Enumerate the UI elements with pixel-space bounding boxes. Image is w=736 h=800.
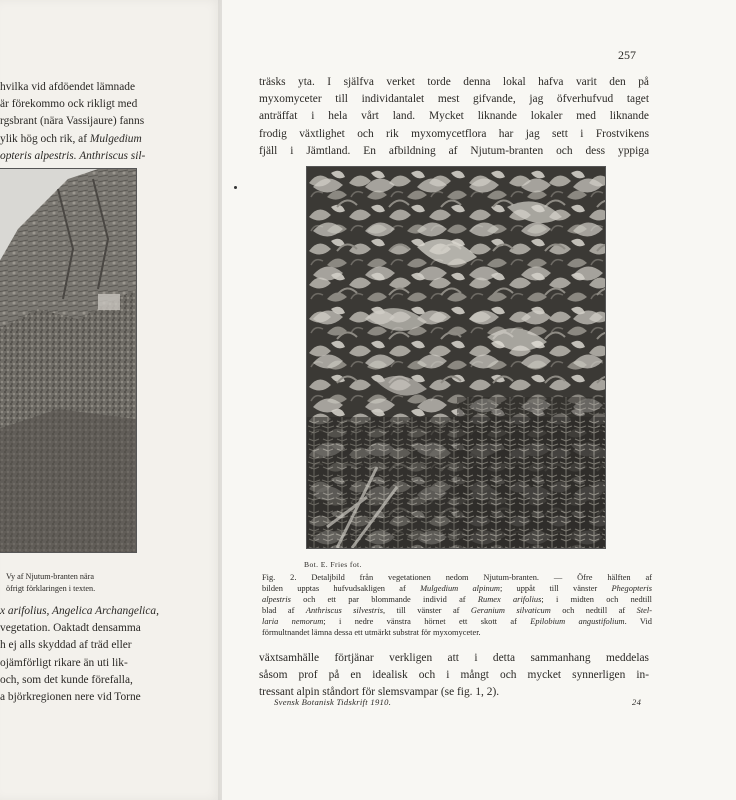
text-line: fjäll i Jämtland. En afbildning af Njutum-branten och dess yppiga [259, 144, 649, 157]
text-line [0, 620, 141, 636]
text-run: ylik hög och rik, af [0, 132, 90, 145]
cliff-photo-image [0, 169, 136, 552]
italic-text: Geranium silvaticum [470, 606, 551, 615]
italic-text: Rumex arifolius [477, 595, 542, 604]
italic-text: Mulgedium alpinum [420, 584, 500, 593]
text-line: tressant alpin ståndort för slemsvampar (se fig. 1, 2). [259, 686, 500, 699]
caption-line [262, 616, 652, 627]
text-run: hvilka vid afdöendet lämnade [0, 81, 136, 93]
page-number: 257 [618, 48, 636, 62]
caption-line [262, 583, 652, 594]
text-line: träsks yta. I själfva verket torde denna lokal hafva varit den på [259, 76, 649, 88]
italic-text: alpestris [262, 595, 291, 604]
text-run: Fig. 2. Detaljbild från vegetationen nedom Njutum-branten. — Öfre hälften af [262, 573, 652, 582]
text-run: och ett par blommande individ af [290, 595, 478, 604]
italic-text: Anthriscus silvestris [305, 606, 383, 615]
italic-text: Phegopteris [611, 584, 652, 593]
cliff-photograph [0, 168, 137, 553]
text-run: och, som det kunde förefalla, [0, 673, 133, 686]
text-line [0, 96, 137, 112]
text-line [0, 689, 141, 705]
footer-journal-title: Svensk Botanisk Tidskrift 1910. [274, 697, 392, 707]
text-run: a björkregionen nere vid Torne [0, 691, 141, 703]
vegetation-photograph [306, 166, 606, 549]
stray-mark [234, 186, 237, 189]
text-line: myxomyceter till individantalet mest gifvande, jag öfverhufvud taget [259, 93, 649, 106]
text-line [0, 131, 142, 147]
text-line [0, 148, 145, 164]
text-run: ; i midten och nedtill [541, 595, 652, 604]
text-line: anträffat i hela vårt land. Mycket liknande lokaler med liknande [259, 110, 649, 123]
text-run: , till vänster af [382, 606, 471, 615]
text-line [0, 603, 159, 619]
text-run: . Vid [624, 617, 652, 626]
text-line [0, 79, 135, 95]
caption-line: öfrigt förklaringen i texten. [6, 584, 96, 593]
left-page [0, 0, 222, 800]
right-page [222, 0, 736, 800]
text-line: såsom prof på en idealisk och i mångt och mycket synnerligen in- [259, 669, 649, 682]
text-run: ojämförligt rikare än uti lik- [0, 656, 128, 669]
text-run: bilden upptas hufvudsakligen af [262, 584, 421, 593]
text-line [0, 113, 144, 129]
vegetation-photo-image [307, 167, 605, 548]
italic-text: opteris alpestris. Anthriscus sil- [0, 149, 146, 162]
italic-text: Mulgedium [89, 132, 142, 145]
text-run: ; i nedre vänstra hörnet ett skott af [323, 617, 531, 626]
caption-line: Vy af Njutum-branten nära [6, 572, 94, 581]
caption-line [262, 605, 652, 616]
text-run: rgsbrant (nära Vassijaure) fanns [0, 115, 145, 128]
caption-line [262, 627, 652, 638]
caption-line [262, 594, 652, 605]
footer-signature: 24 [632, 697, 642, 707]
text-run: och nedtill af [550, 606, 637, 615]
text-run: förmultnandet lämna dessa ett utmärkt substrat för myxomyceter. [262, 628, 481, 637]
text-run: vegetation. Oaktadt densamma [0, 622, 141, 635]
text-run: ; uppåt till vänster [499, 584, 612, 593]
italic-text: x arifolius, Angelica Archangelica, [0, 605, 159, 617]
text-line [0, 655, 128, 671]
text-run: h ej alls skyddad af träd eller [0, 639, 132, 652]
text-line: frodig växtlighet och rik myxomycetflora har jag sett i Frostvikens [259, 127, 649, 140]
italic-text: Epilobium angustifolium [530, 617, 625, 626]
photo-credit: Bot. E. Fries fot. [304, 560, 362, 569]
italic-text: Stel- [636, 606, 653, 615]
text-line: växtsamhälle förtjänar verkligen att i detta sammanhang meddelas [259, 652, 649, 664]
text-line [0, 672, 133, 688]
text-run: blad af [262, 606, 306, 615]
text-run: är förekommo ock rikligt med [0, 98, 138, 111]
text-line [0, 637, 132, 653]
italic-text: laria nemorum [262, 617, 324, 626]
caption-line [262, 572, 652, 583]
